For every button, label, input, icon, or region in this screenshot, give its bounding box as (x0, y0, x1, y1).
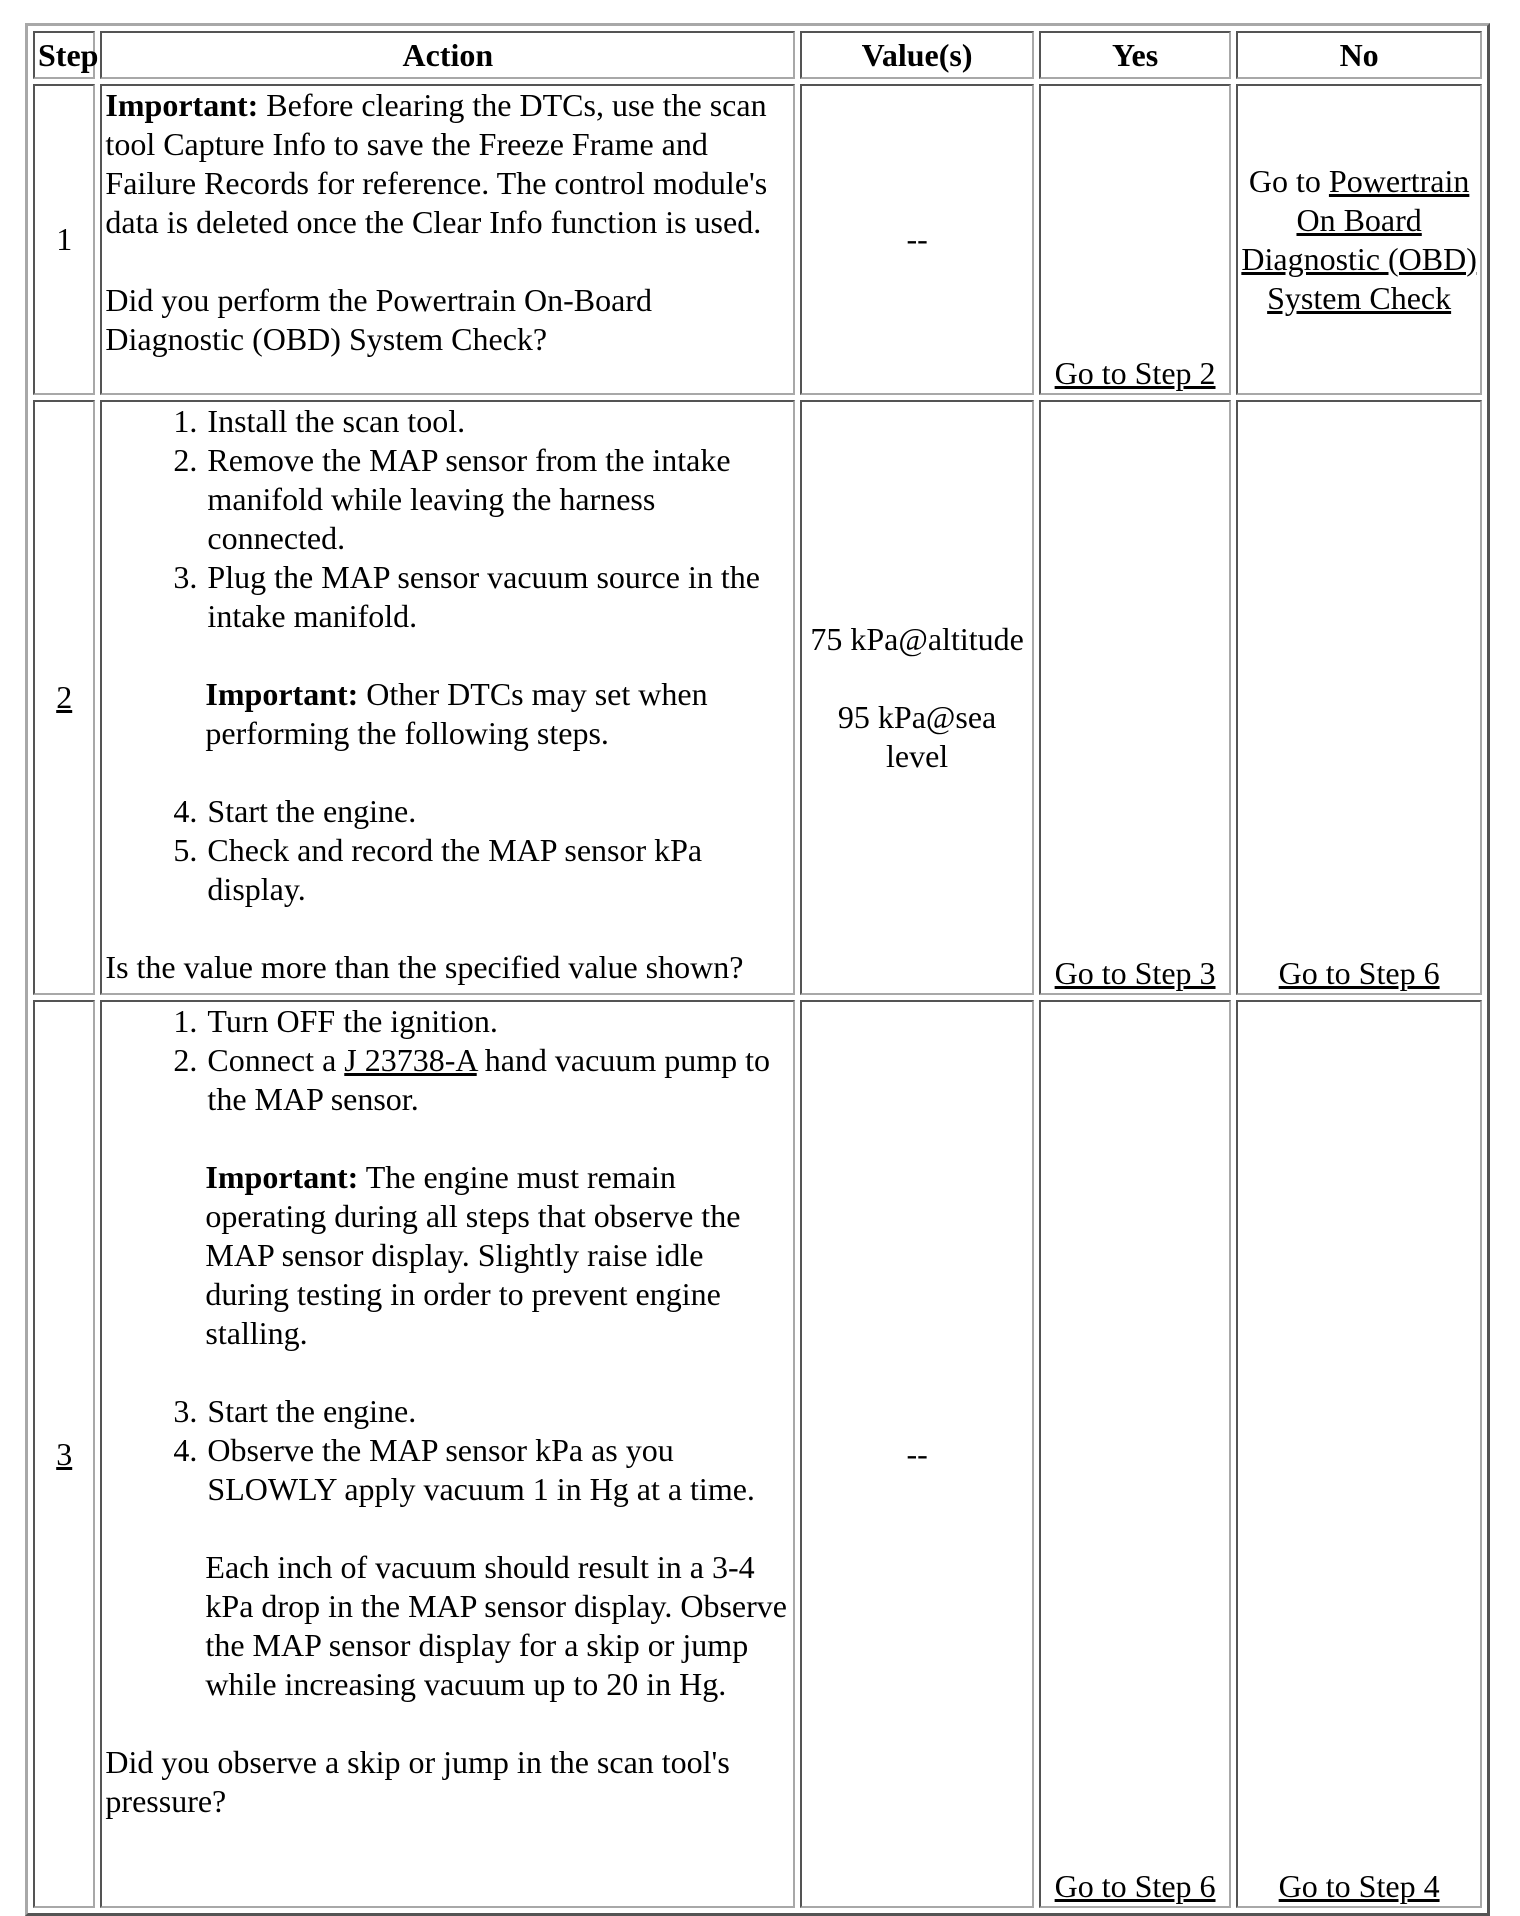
header-values: Value(s) (800, 31, 1034, 79)
header-action: Action (100, 31, 795, 79)
go-to-step-6-link[interactable]: Go to Step 6 (1054, 1868, 1216, 1904)
action-list-a (105, 402, 790, 636)
value-cell: -- (800, 1000, 1034, 1908)
step-number-cell (33, 1000, 95, 1908)
vacuum-note: Each inch of vacuum should result in a 3-4 kPa drop in the MAP sensor display. Observe the MAP sensor display for a skip or jump while increasing vacuum up to 20 in Hg. (205, 1549, 787, 1702)
value-altitude: 75 kPa@altitude (810, 620, 1024, 657)
table-row-step-1 (33, 84, 1482, 395)
important-text: Other DTCs may set when performing the following steps. (205, 676, 708, 751)
action-list-b (105, 792, 790, 909)
item-text: Connect a (207, 1042, 345, 1078)
header-step: Step (33, 31, 95, 79)
go-to-step-2-link[interactable]: Go to Step 2 (1054, 355, 1216, 391)
diagnostic-table-container (25, 23, 1490, 1916)
header-row (33, 31, 1482, 79)
important-note (105, 86, 790, 242)
yes-cell (1039, 84, 1231, 395)
value-sea-level: 95 kPa@sea level (837, 698, 997, 774)
step-number-cell (33, 400, 95, 995)
important-text: Before clearing the DTCs, use the scan tool Capture Info to save the Freeze Frame and Failure Records for reference. The control module's data is deleted once the Clear Info function is used. (105, 87, 768, 240)
action-cell (100, 400, 795, 995)
item-text: hand vacuum pump to the MAP sensor. (207, 1042, 770, 1117)
list-item: 4. Start the engine. (205, 792, 790, 831)
list-item (205, 1041, 790, 1119)
header-no: No (1236, 31, 1482, 79)
action-list-b (105, 1392, 790, 1509)
step-question: Did you observe a skip or jump in the scan tool's pressure? (105, 1744, 730, 1819)
list-item: 2. Remove the MAP sensor from the intake manifold while leaving the harness connected. (205, 441, 790, 558)
list-item: 1. Install the scan tool. (205, 402, 790, 441)
action-list-a (105, 1002, 790, 1119)
step-question: Is the value more than the specified value shown? (105, 949, 744, 985)
action-cell (100, 1000, 795, 1908)
go-to-step-6-link[interactable]: Go to Step 6 (1278, 955, 1440, 991)
action-cell (100, 84, 795, 395)
step-2-link[interactable]: 2 (56, 679, 73, 715)
no-cell (1236, 84, 1482, 395)
yes-cell (1039, 1000, 1231, 1908)
list-item: 1. Turn OFF the ignition. (205, 1002, 790, 1041)
no-cell (1236, 400, 1482, 995)
value-cell: -- (800, 84, 1034, 395)
go-to-step-3-link[interactable]: Go to Step 3 (1054, 955, 1216, 991)
j-23738-a-tool-link[interactable]: J 23738-A (344, 1042, 477, 1078)
powertrain-obd-system-check-link[interactable]: Powertrain On Board Diagnostic (OBD) System Check (1241, 162, 1477, 316)
table-row-step-3 (33, 1000, 1482, 1908)
no-cell (1236, 1000, 1482, 1908)
list-item: 5. Check and record the MAP sensor kPa display. (205, 831, 790, 909)
yes-cell (1039, 400, 1231, 995)
header-yes: Yes (1039, 31, 1231, 79)
list-item: 3. Start the engine. (205, 1392, 790, 1431)
important-label: Important: (205, 676, 359, 712)
table-row-step-2 (33, 400, 1482, 995)
step-3-link[interactable]: 3 (56, 1435, 73, 1472)
list-item: 3. Plug the MAP sensor vacuum source in the intake manifold. (205, 558, 790, 636)
important-note (205, 1158, 790, 1353)
step-number: 1 (33, 84, 95, 395)
list-item: 4. Observe the MAP sensor kPa as you SLOWLY apply vacuum 1 in Hg at a time. (205, 1431, 790, 1509)
step-question: Did you perform the Powertrain On-Board Diagnostic (OBD) System Check? (105, 282, 652, 357)
important-label: Important: (105, 87, 259, 123)
important-note (205, 675, 790, 753)
value-cell (800, 400, 1034, 995)
important-text: The engine must remain operating during all steps that observe the MAP sensor display. Slightly raise idle during testing in order to prevent engine stalling. (205, 1159, 741, 1351)
important-label: Important: (205, 1159, 359, 1195)
go-to-step-4-link[interactable]: Go to Step 4 (1278, 1868, 1440, 1904)
diagnostic-table (25, 23, 1490, 1916)
no-prefix: Go to (1248, 162, 1329, 199)
